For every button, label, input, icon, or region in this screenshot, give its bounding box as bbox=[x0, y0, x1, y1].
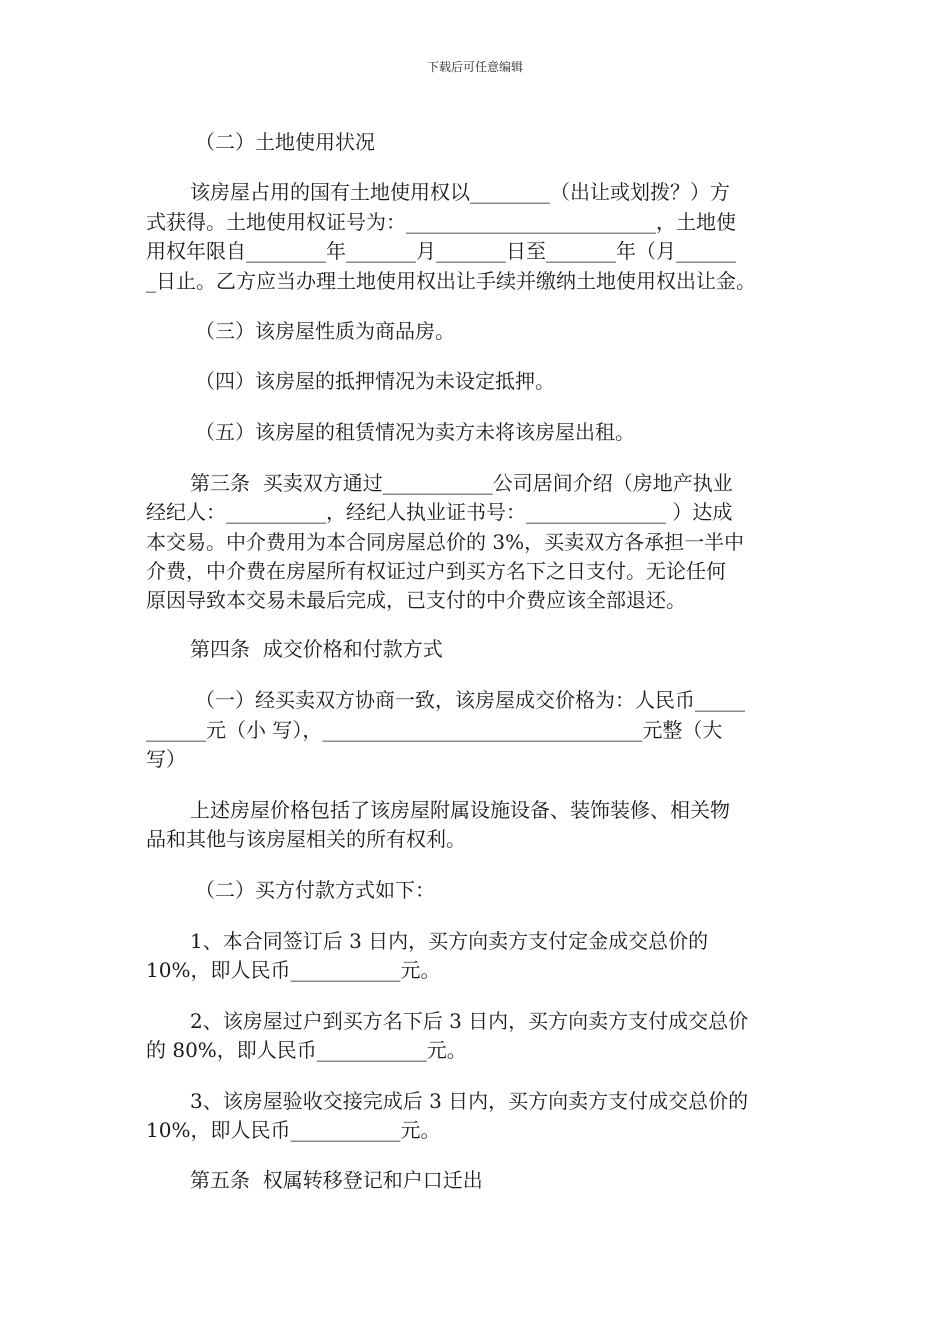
page-header-note: 下载后可任意编辑 bbox=[426, 60, 523, 74]
payment-item-3: 3、该房屋验收交接完成后 3 日内，买方向卖方支付成交总价的 bbox=[190, 1089, 749, 1113]
clause-property-nature: （三）该房屋性质为商品房。 bbox=[195, 319, 455, 343]
payment-item-1: 1、本合同签订后 3 日内，买方向卖方支付定金成交总价的 bbox=[190, 929, 709, 953]
price-clause-line: （一）经买卖双方协商一致，该房屋成交价格为：人民币_____ bbox=[195, 688, 745, 712]
paragraph-line: 品和其他与该房屋相关的所有权利。 bbox=[146, 827, 466, 851]
paragraph-line: 式获得。土地使用权证号为：_________________________，土地使 bbox=[146, 210, 736, 234]
article-three-line: 第三条 买卖双方通过___________公司居间介绍（房地产执业 bbox=[190, 471, 733, 495]
paragraph-line: _日止。乙方应当办理土地使用权出让手续并缴纳土地使用权出让金。 bbox=[146, 269, 756, 293]
paragraph-line: 经纪人：__________，经纪人执业证书号：______________ ）达成 bbox=[146, 500, 733, 524]
clause-lease: （五）该房屋的租赁情况为卖方未将该房屋出租。 bbox=[195, 420, 635, 444]
price-includes-line: 上述房屋价格包括了该房屋附属设施设备、装饰装修、相关物 bbox=[190, 798, 730, 822]
paragraph-line: 写） bbox=[146, 747, 186, 771]
payment-item-2: 2、该房屋过户到买方名下后 3 日内，买方向卖方支付成交总价 bbox=[190, 1009, 749, 1033]
payment-method-heading: （二）买方付款方式如下： bbox=[195, 878, 435, 902]
paragraph-line: ______元（小 写），________________________________元整（大 bbox=[146, 718, 723, 742]
paragraph-line: 原因导致本交易未最后完成，已支付的中介费应该全部退还。 bbox=[146, 588, 686, 612]
paragraph-line: 本交易。中介费用为本合同房屋总价的 3%，买卖双方各承担一半中 bbox=[146, 530, 745, 554]
paragraph-line: 的 80%，即人民币___________元。 bbox=[146, 1038, 467, 1062]
paragraph-line: 10%，即人民币___________元。 bbox=[146, 1118, 441, 1142]
article-four-heading: 第四条 成交价格和付款方式 bbox=[190, 637, 443, 661]
paragraph-line: 用权年限自________年_______月_______日至_______年（月______ bbox=[146, 239, 736, 263]
section-heading-land-use: （二）土地使用状况 bbox=[195, 130, 375, 154]
article-five-heading: 第五条 权属转移登记和户口迁出 bbox=[190, 1168, 483, 1192]
paragraph-line: 介费，中介费在房屋所有权证过户到买方名下之日支付。无论任何 bbox=[146, 559, 726, 583]
paragraph-line: 该房屋占用的国有土地使用权以________（出让或划拨？）方 bbox=[190, 180, 730, 204]
paragraph-line: 10%，即人民币___________元。 bbox=[146, 958, 441, 982]
clause-mortgage: （四）该房屋的抵押情况为未设定抵押。 bbox=[195, 369, 555, 393]
